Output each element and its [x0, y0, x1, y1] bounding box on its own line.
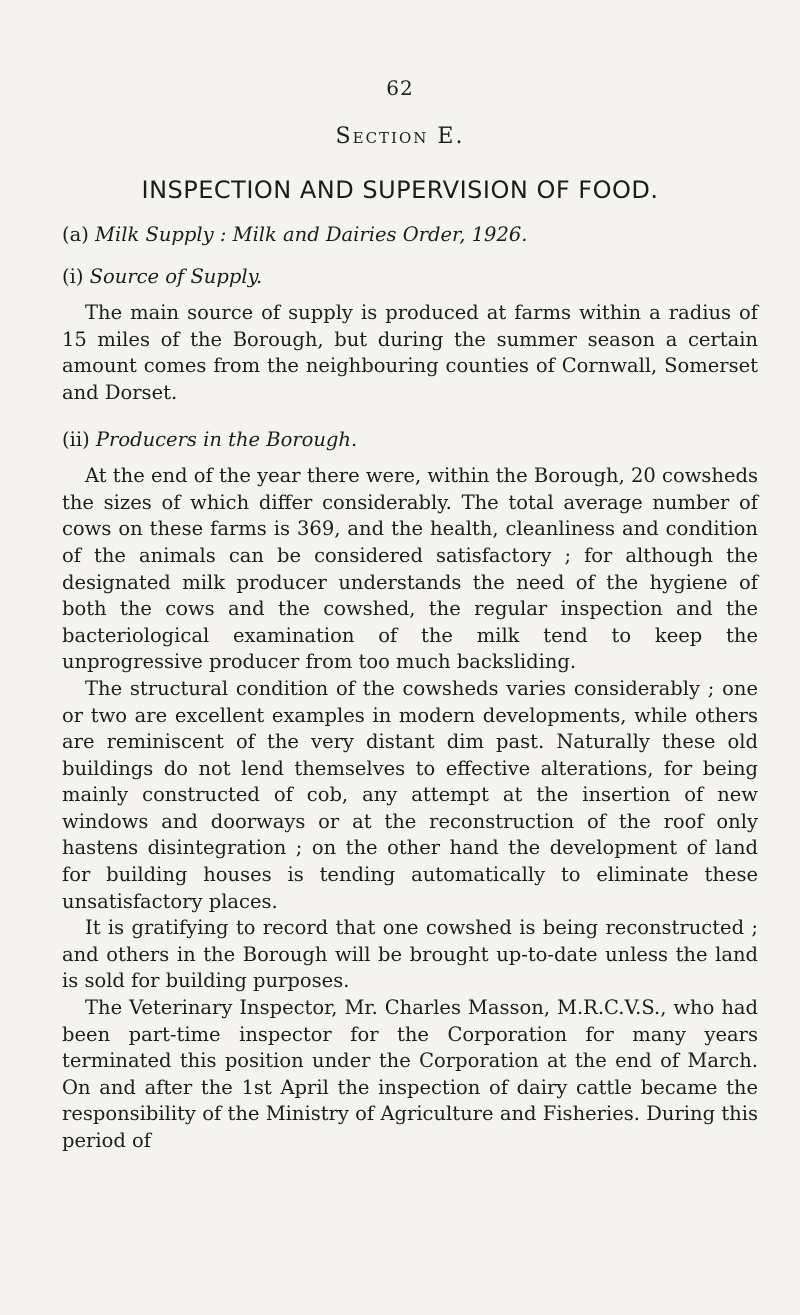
- paragraph-source-of-supply: The main source of supply is produced at farms within a radius of 15 miles of the Borough, but during the summer season a certain amount comes from the neighbouring counties of Cornwall, Somerset and Dorset.: [62, 301, 758, 404]
- section-heading: Section E.: [335, 124, 465, 149]
- subsection-i-label: (i): [62, 264, 84, 288]
- subsection-a-heading: [62, 222, 758, 249]
- subsection-ii-heading: [62, 427, 758, 454]
- body-text: [62, 222, 758, 1155]
- subsection-i-title: Source of Supply.: [89, 264, 263, 288]
- subsection-ii-label: (ii): [62, 427, 90, 451]
- paragraph-structural-condition: The structural condition of the cowsheds varies considerably ; one or two are excellent examples in modern developments, while others are reminiscent of the very distant dim past. Naturally these old buildings do not lend themselves to effective alterations, for being mainly constructed of cob, any attempt at the insertion of new windows and doorways or at the reconstruction of the roof only hastens disintegration ; on the other hand the development of land for building houses is tending automatically to eliminate these unsatisfactory places.: [62, 676, 758, 913]
- paragraph-reconstruction: It is gratifying to record that one cowshed is being reconstructed ; and others in the Borough will be brought up-to-date unless the land is sold for building purposes.: [62, 916, 758, 993]
- subsection-ii-title: Producers in the Borough.: [95, 427, 358, 451]
- paragraph-veterinary-inspector: The Veterinary Inspector, Mr. Charles Masson, M.R.C.V.S., who had been part-time inspector for the Corporation for many years terminated this position under the Corporation at the end of March. On and after the 1st April the inspection of dairy cattle became the responsibility of the Ministry of Agriculture and Fisheries. During this period of: [62, 996, 758, 1152]
- subsection-i-heading: [62, 264, 758, 291]
- subsection-a-label: (a): [62, 223, 89, 246]
- spacer: [62, 407, 758, 427]
- paragraph-producers: At the end of the year there were, within the Borough, 20 cowsheds the sizes of which differ considerably. The total average number of cows on these farms is 369, and the health, cleanliness and condition of the animals can be considered satisfactory ; for although the designated milk producer understands the need of the hygiene of both the cows and the cowshed, the regular inspection and the bacteriological examination of the milk tend to keep the unprogressive producer from too much backsliding.: [62, 464, 758, 674]
- page-number: 62: [386, 76, 414, 100]
- subsection-a-title: Milk Supply : Milk and Dairies Order, 1926.: [95, 223, 528, 246]
- page-title: INSPECTION AND SUPERVISION OF FOOD.: [141, 176, 659, 204]
